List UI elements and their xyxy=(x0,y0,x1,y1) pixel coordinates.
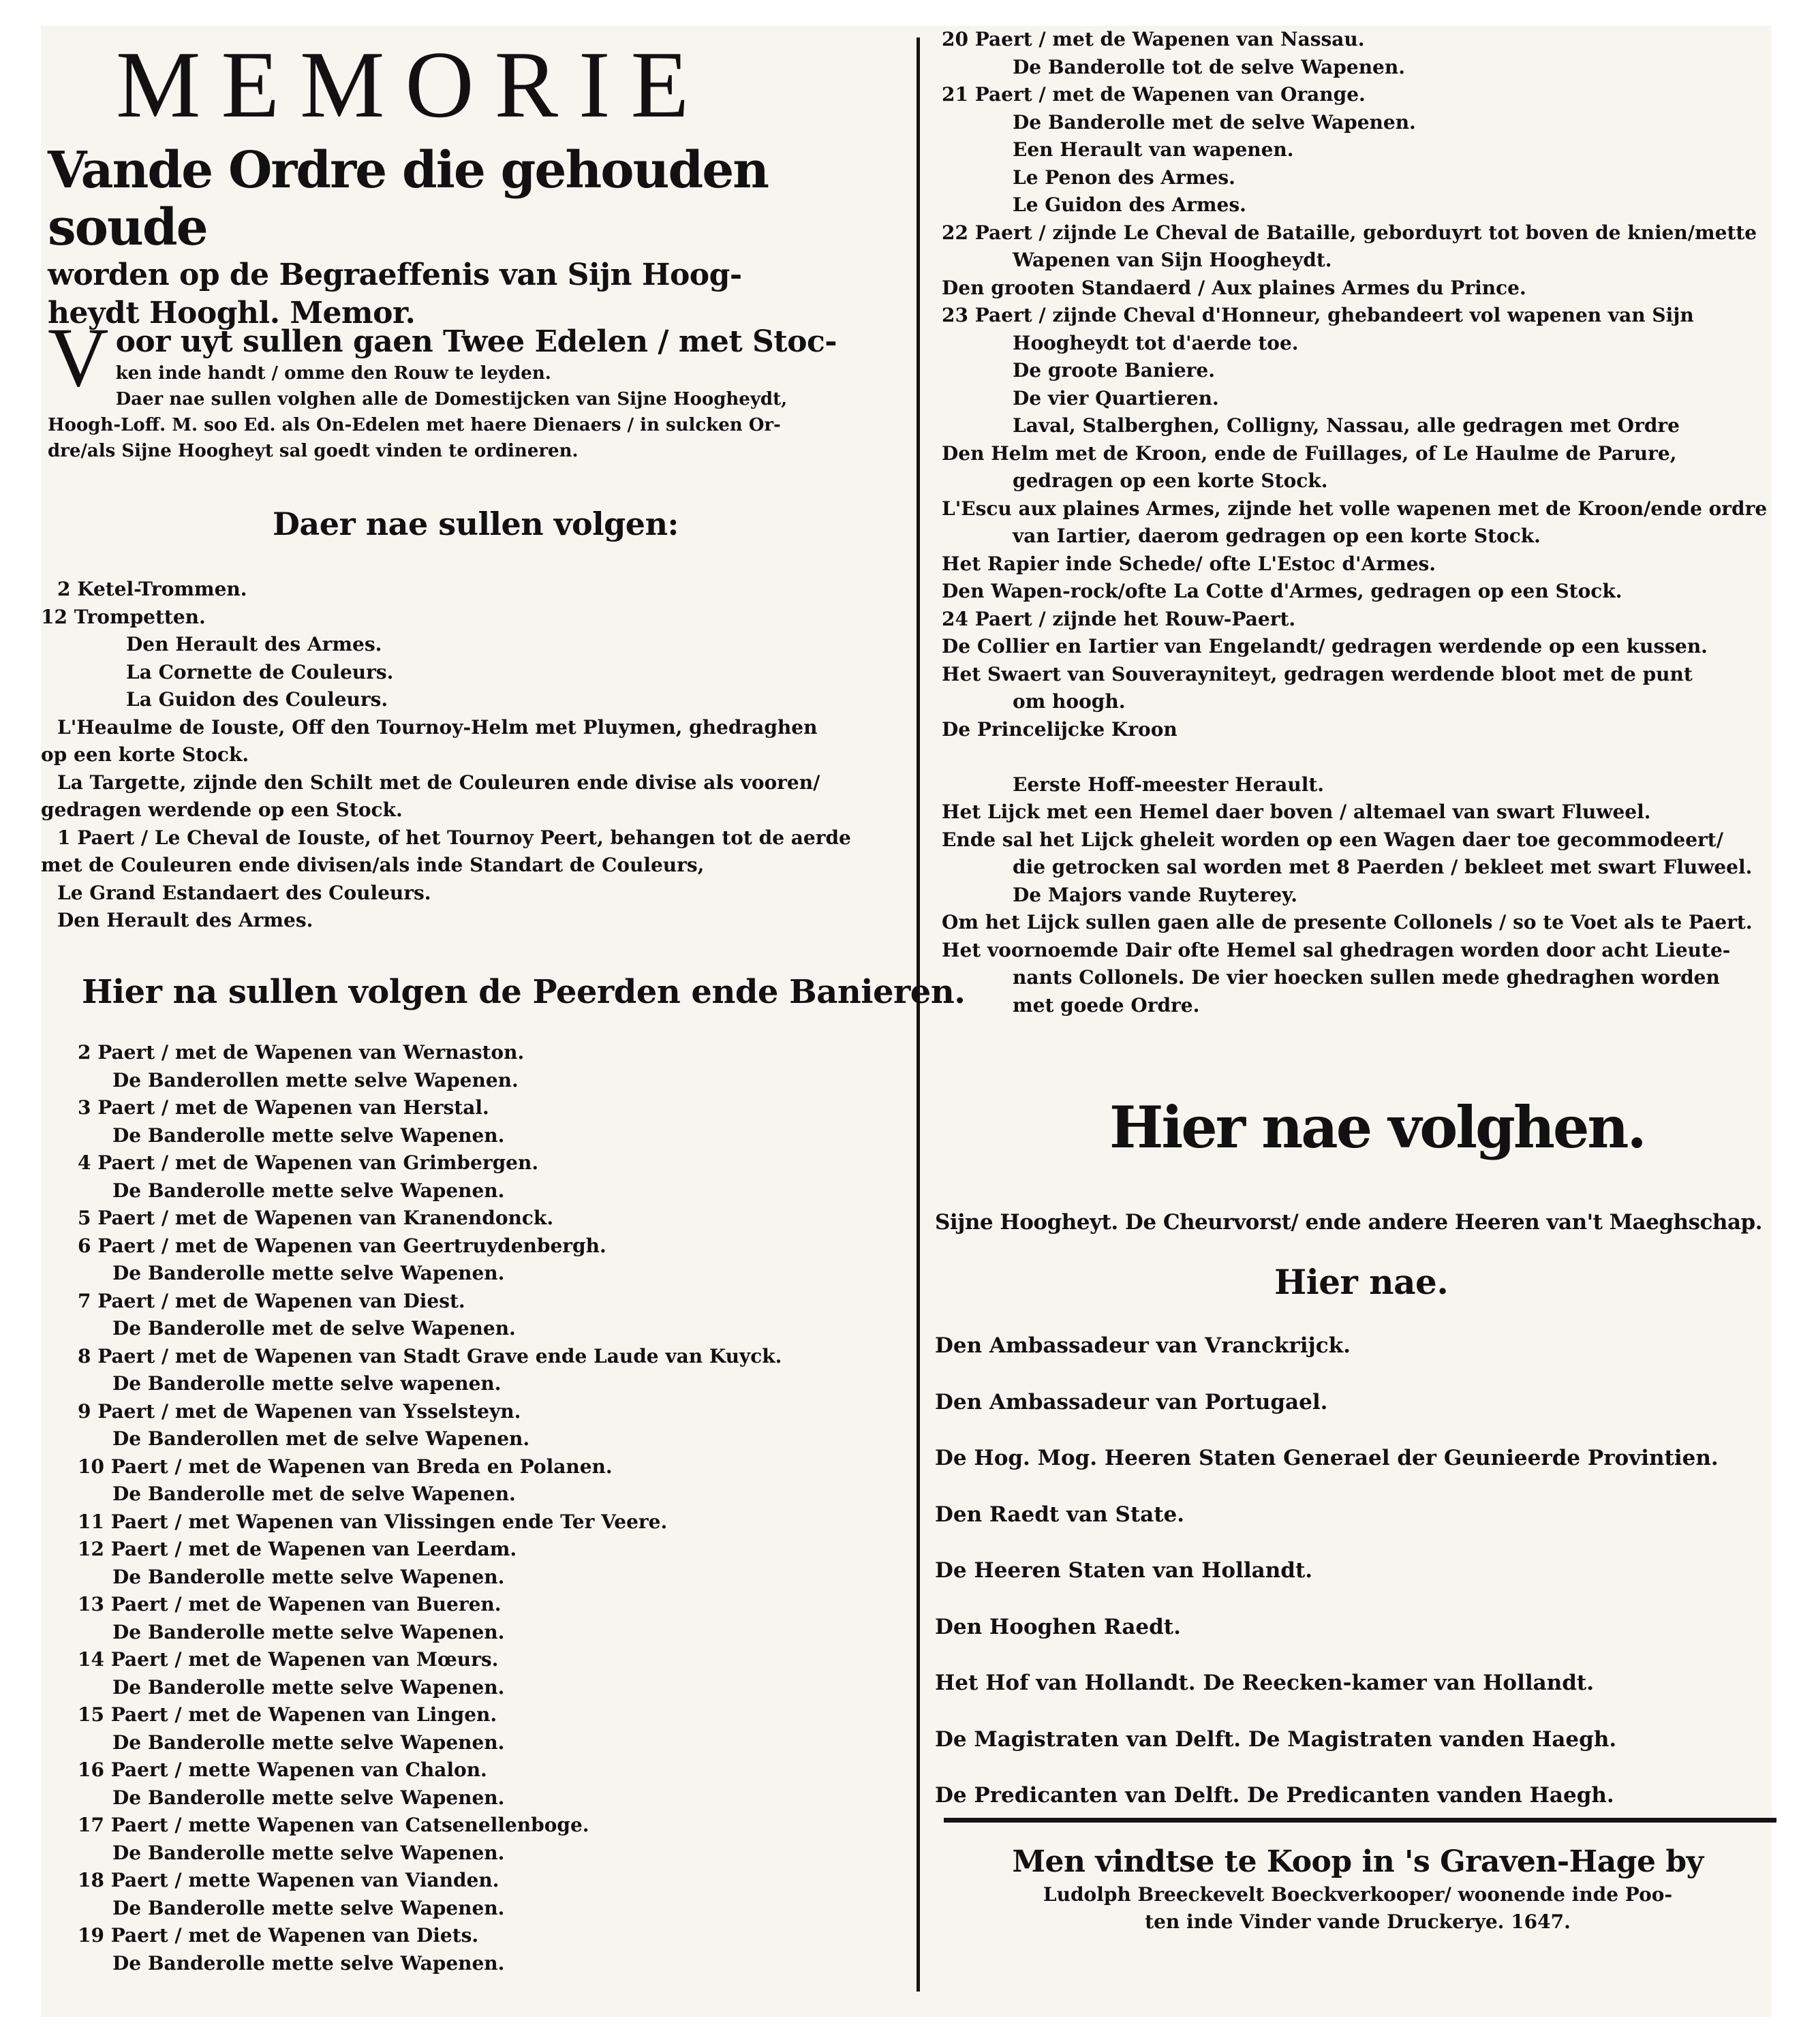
intro-lead: oor uyt sullen gaen Twee Edelen / met Stoc- xyxy=(115,324,837,359)
list-item: Het Rapier inde Schede/ ofte L'Estoc d'Armes. xyxy=(942,552,1436,575)
list-item: 19 Paert / met de Wapenen van Diets. xyxy=(78,1924,479,1947)
list-item: 24 Paert / zijnde het Rouw-Paert. xyxy=(942,607,1296,630)
list-item: Le Guidon des Armes. xyxy=(1013,193,1246,216)
list-item: 15 Paert / met de Wapenen van Lingen. xyxy=(78,1703,497,1726)
list-item: De Banderolle mette selve Wapenen. xyxy=(112,1675,505,1699)
list-item: La Guidon des Couleurs. xyxy=(126,688,388,711)
list-item: De Majors vande Ruyterey. xyxy=(1013,883,1297,906)
line-hoogheyt: Sijne Hoogheyt. De Cheurvorst/ ende andere Heeren van't Maeghschap. xyxy=(935,1210,1762,1235)
list-item: Het voornoemde Dair ofte Hemel sal ghedragen worden door acht Lieute- xyxy=(942,938,1731,961)
list-item: 2 Ketel-Trommen. xyxy=(57,578,247,600)
list-item: Eerste Hoff-meester Herault. xyxy=(1013,773,1325,796)
procession-item: Den Raedt van State. xyxy=(935,1502,1185,1527)
imprint-line-2: Ludolph Breeckevelt Boeckverkooper/ woonende inde Poo- xyxy=(1043,1883,1673,1906)
imprint xyxy=(940,1843,1775,1936)
list-item: Den Helm met de Kroon, ende de Fuillages, of Le Haulme de Parure, xyxy=(942,442,1677,465)
list-item: De Banderolle mette selve Wapenen. xyxy=(112,1731,505,1754)
heading-hiernae: Hier nae. xyxy=(1274,1262,1449,1302)
list-item: De Collier en Iartier van Engelandt/ gedragen werdende op een kussen. xyxy=(942,635,1708,657)
list-item: De Banderolle mette selve Wapenen. xyxy=(112,1124,505,1147)
list-item: Om het Lijck sullen gaen alle de presente Collonels / so te Voet als te Paert. xyxy=(942,911,1753,933)
list-item: Den Wapen-rock/ofte La Cotte d'Armes, gedragen op een Stock. xyxy=(942,580,1622,602)
followers-list xyxy=(41,576,851,935)
list-item: Den Herault des Armes. xyxy=(57,909,313,931)
list-item: 9 Paert / met de Wapenen van Ysselsteyn. xyxy=(78,1399,521,1423)
list-item: De vier Quartieren. xyxy=(1013,386,1219,409)
document-subtitle xyxy=(48,142,886,332)
list-item: Le Penon des Armes. xyxy=(1013,166,1235,189)
list-item: Den Herault des Armes. xyxy=(126,633,382,655)
procession-item: Den Hooghen Raedt. xyxy=(935,1614,1181,1639)
list-item: 14 Paert / met de Wapenen van Mœurs. xyxy=(78,1648,499,1671)
list-item: Le Grand Estandaert des Couleurs. xyxy=(57,881,431,904)
list-item: 3 Paert / met de Wapenen van Herstal. xyxy=(78,1096,489,1119)
list-item: Een Herault van wapenen. xyxy=(1013,138,1294,161)
list-item: Ende sal het Lijck gheleit worden op een Wagen daer toe gecommodeert/ xyxy=(942,828,1723,851)
procession-item: De Predicanten van Delft. De Predicanten vanden Haegh. xyxy=(935,1783,1614,1808)
procession-item: De Hog. Mog. Heeren Staten Generael der Geunieerde Provintien. xyxy=(935,1446,1719,1470)
list-item: De Banderolle met de selve Wapenen. xyxy=(112,1317,516,1340)
heading-volgen: Daer nae sullen volgen: xyxy=(273,506,679,542)
subtitle-line-2: worden op de Begraeffenis van Sijn Hoog- xyxy=(48,258,742,292)
list-item: 11 Paert / met Wapenen van Vlissingen ende Ter Veere. xyxy=(78,1510,668,1533)
list-item: De Banderolle tot de selve Wapenen. xyxy=(1013,55,1405,78)
procession-list xyxy=(935,1318,1719,1824)
list-item: La Targette, zijnde den Schilt met de Couleuren ende divise als vooren/ xyxy=(57,771,820,794)
list-item: 4 Paert / met de Wapenen van Grimbergen. xyxy=(78,1151,539,1174)
list-item: 10 Paert / met de Wapenen van Breda en Polanen. xyxy=(78,1455,613,1478)
list-item: 12 Paert / met de Wapenen van Leerdam. xyxy=(78,1538,517,1560)
list-item: De groote Baniere. xyxy=(1013,359,1215,382)
procession-item: De Heeren Staten van Hollandt. xyxy=(935,1558,1313,1583)
list-item: De Banderolle mette selve Wapenen. xyxy=(112,1565,505,1588)
list-item: De Banderolle mette selve wapenen. xyxy=(112,1372,502,1395)
list-item: die getrocken sal worden met 8 Paerden / bekleet met swart Fluweel. xyxy=(1013,856,1753,878)
list-item: nants Collonels. De vier hoecken sullen mede ghedraghen worden xyxy=(1013,966,1720,989)
list-item: op een korte Stock. xyxy=(41,743,249,766)
list-item: met goede Ordre. xyxy=(1013,993,1200,1017)
drop-cap: V xyxy=(48,311,109,404)
list-item: 18 Paert / mette Wapenen van Vianden. xyxy=(78,1869,499,1891)
horses-list xyxy=(61,1039,782,1977)
procession-item: De Magistraten van Delft. De Magistraten vanden Haegh. xyxy=(935,1726,1617,1752)
list-item: De Banderolle met de selve Wapenen. xyxy=(112,1483,516,1505)
list-item: De Banderolle mette selve Wapenen. xyxy=(112,1620,505,1643)
imprint-line-1: Men vindtse te Koop in 's Graven-Hage by xyxy=(1012,1844,1704,1879)
list-item: Het Swaert van Souverayniteyt, gedragen werdende bloot met de punt xyxy=(942,662,1693,685)
list-item: L'Heaulme de Iouste, Off den Tournoy-Helm met Pluymen, ghedraghen xyxy=(57,715,818,739)
list-item: 16 Paert / mette Wapenen van Chalon. xyxy=(78,1759,487,1781)
list-item: 2 Paert / met de Wapenen van Wernaston. xyxy=(78,1041,525,1064)
list-item: De Banderolle mette selve Wapenen. xyxy=(112,1951,505,1975)
list-item: De Princelijcke Kroon xyxy=(942,717,1177,741)
list-item: met de Couleuren ende divisen/als inde Standart de Couleurs, xyxy=(41,854,705,876)
right-column-list xyxy=(942,26,1767,1019)
list-item: 5 Paert / met de Wapenen van Kranendonck. xyxy=(78,1207,554,1229)
list-item: De Banderolle mette selve Wapenen. xyxy=(112,1786,505,1809)
imprint-rule xyxy=(944,1818,1776,1823)
intro-line: ken inde handt / omme den Rouw te leyden. xyxy=(115,363,551,384)
list-item: Hoogheydt tot d'aerde toe. xyxy=(1013,331,1299,354)
list-item: Wapenen van Sijn Hoogheydt. xyxy=(1013,249,1332,271)
intro-line: dre/als Sijne Hoogheyt sal goedt vinden te ordineren. xyxy=(48,441,579,461)
list-item: 20 Paert / met de Wapenen van Nassau. xyxy=(942,28,1365,50)
list-item: De Banderolle mette selve Wapenen. xyxy=(112,1262,505,1284)
column-divider xyxy=(917,37,920,1992)
list-item: De Banderolle mette selve Wapenen. xyxy=(112,1179,505,1202)
intro-line: Hoogh-Loff. M. soo Ed. als On-Edelen met haere Dienaers / in sulcken Or- xyxy=(48,415,781,435)
list-item: 12 Trompetten. xyxy=(41,605,206,628)
list-item: De Banderollen mette selve Wapenen. xyxy=(112,1068,519,1091)
list-item: 23 Paert / zijnde Cheval d'Honneur, ghebandeert vol wapenen van Sijn xyxy=(942,304,1694,326)
list-item: Laval, Stalberghen, Colligny, Nassau, alle gedragen met Ordre xyxy=(1013,414,1680,437)
list-item: L'Escu aux plaines Armes, zijnde het volle wapenen met de Kroon/ende ordre xyxy=(942,497,1768,520)
procession-item: Den Ambassadeur van Portugael. xyxy=(935,1389,1328,1414)
list-item: De Banderolle mette selve Wapenen. xyxy=(112,1841,505,1864)
list-item: De Banderolle mette selve Wapenen. xyxy=(112,1896,505,1919)
subtitle-line-1: Vande Ordre die gehouden soude xyxy=(48,141,769,257)
heading-peerden: Hier na sullen volgen de Peerden ende Banieren. xyxy=(82,973,966,1011)
procession-item: Den Ambassadeur van Vranckrijck. xyxy=(935,1333,1351,1358)
list-item: om hoogh. xyxy=(1013,690,1126,713)
list-item: 6 Paert / met de Wapenen van Geertruydenbergh. xyxy=(78,1234,606,1257)
heading-volghen: Hier nae volghen. xyxy=(1109,1094,1645,1161)
list-item: 1 Paert / Le Cheval de Iouste, of het Tournoy Peert, behangen tot de aerde xyxy=(57,826,851,849)
list-item: La Cornette de Couleurs. xyxy=(126,660,394,683)
list-item: 7 Paert / met de Wapenen van Diest. xyxy=(78,1289,465,1312)
list-item: gedragen werdende op een Stock. xyxy=(41,799,403,821)
procession-item: Het Hof van Hollandt. De Reecken-kamer van Hollandt. xyxy=(935,1671,1595,1695)
document-title: MEMORIE xyxy=(116,32,710,138)
list-item: Het Lijck met een Hemel daer boven / altemael van swart Fluweel. xyxy=(942,801,1651,823)
list-item xyxy=(942,743,1767,771)
list-item: gedragen op een korte Stock. xyxy=(1013,469,1328,492)
list-item: 21 Paert / met de Wapenen van Orange. xyxy=(942,83,1366,106)
list-item: 17 Paert / mette Wapenen van Catsenellenboge. xyxy=(78,1814,589,1836)
list-item: Den grooten Standaerd / Aux plaines Armes du Prince. xyxy=(942,276,1526,299)
list-item: 22 Paert / zijnde Le Cheval de Bataille, geborduyrt tot boven de knien/mette xyxy=(942,221,1757,244)
list-item: De Banderollen met de selve Wapenen. xyxy=(112,1427,530,1450)
intro-line: Daer nae sullen volghen alle de Domestijcken van Sijne Hoogheydt, xyxy=(115,389,788,409)
list-item: 8 Paert / met de Wapenen van Stadt Grave ende Laude van Kuyck. xyxy=(78,1344,782,1367)
list-item: De Banderolle met de selve Wapenen. xyxy=(1013,110,1416,134)
list-item: van Iartier, daerom gedragen op een korte Stock. xyxy=(1013,525,1541,547)
list-item: 13 Paert / met de Wapenen van Bueren. xyxy=(78,1593,502,1615)
subtitle-line-3: heydt Hooghl. Memor. xyxy=(48,296,416,330)
imprint-line-3: ten inde Vinder vande Druckerye. 1647. xyxy=(1145,1910,1571,1933)
